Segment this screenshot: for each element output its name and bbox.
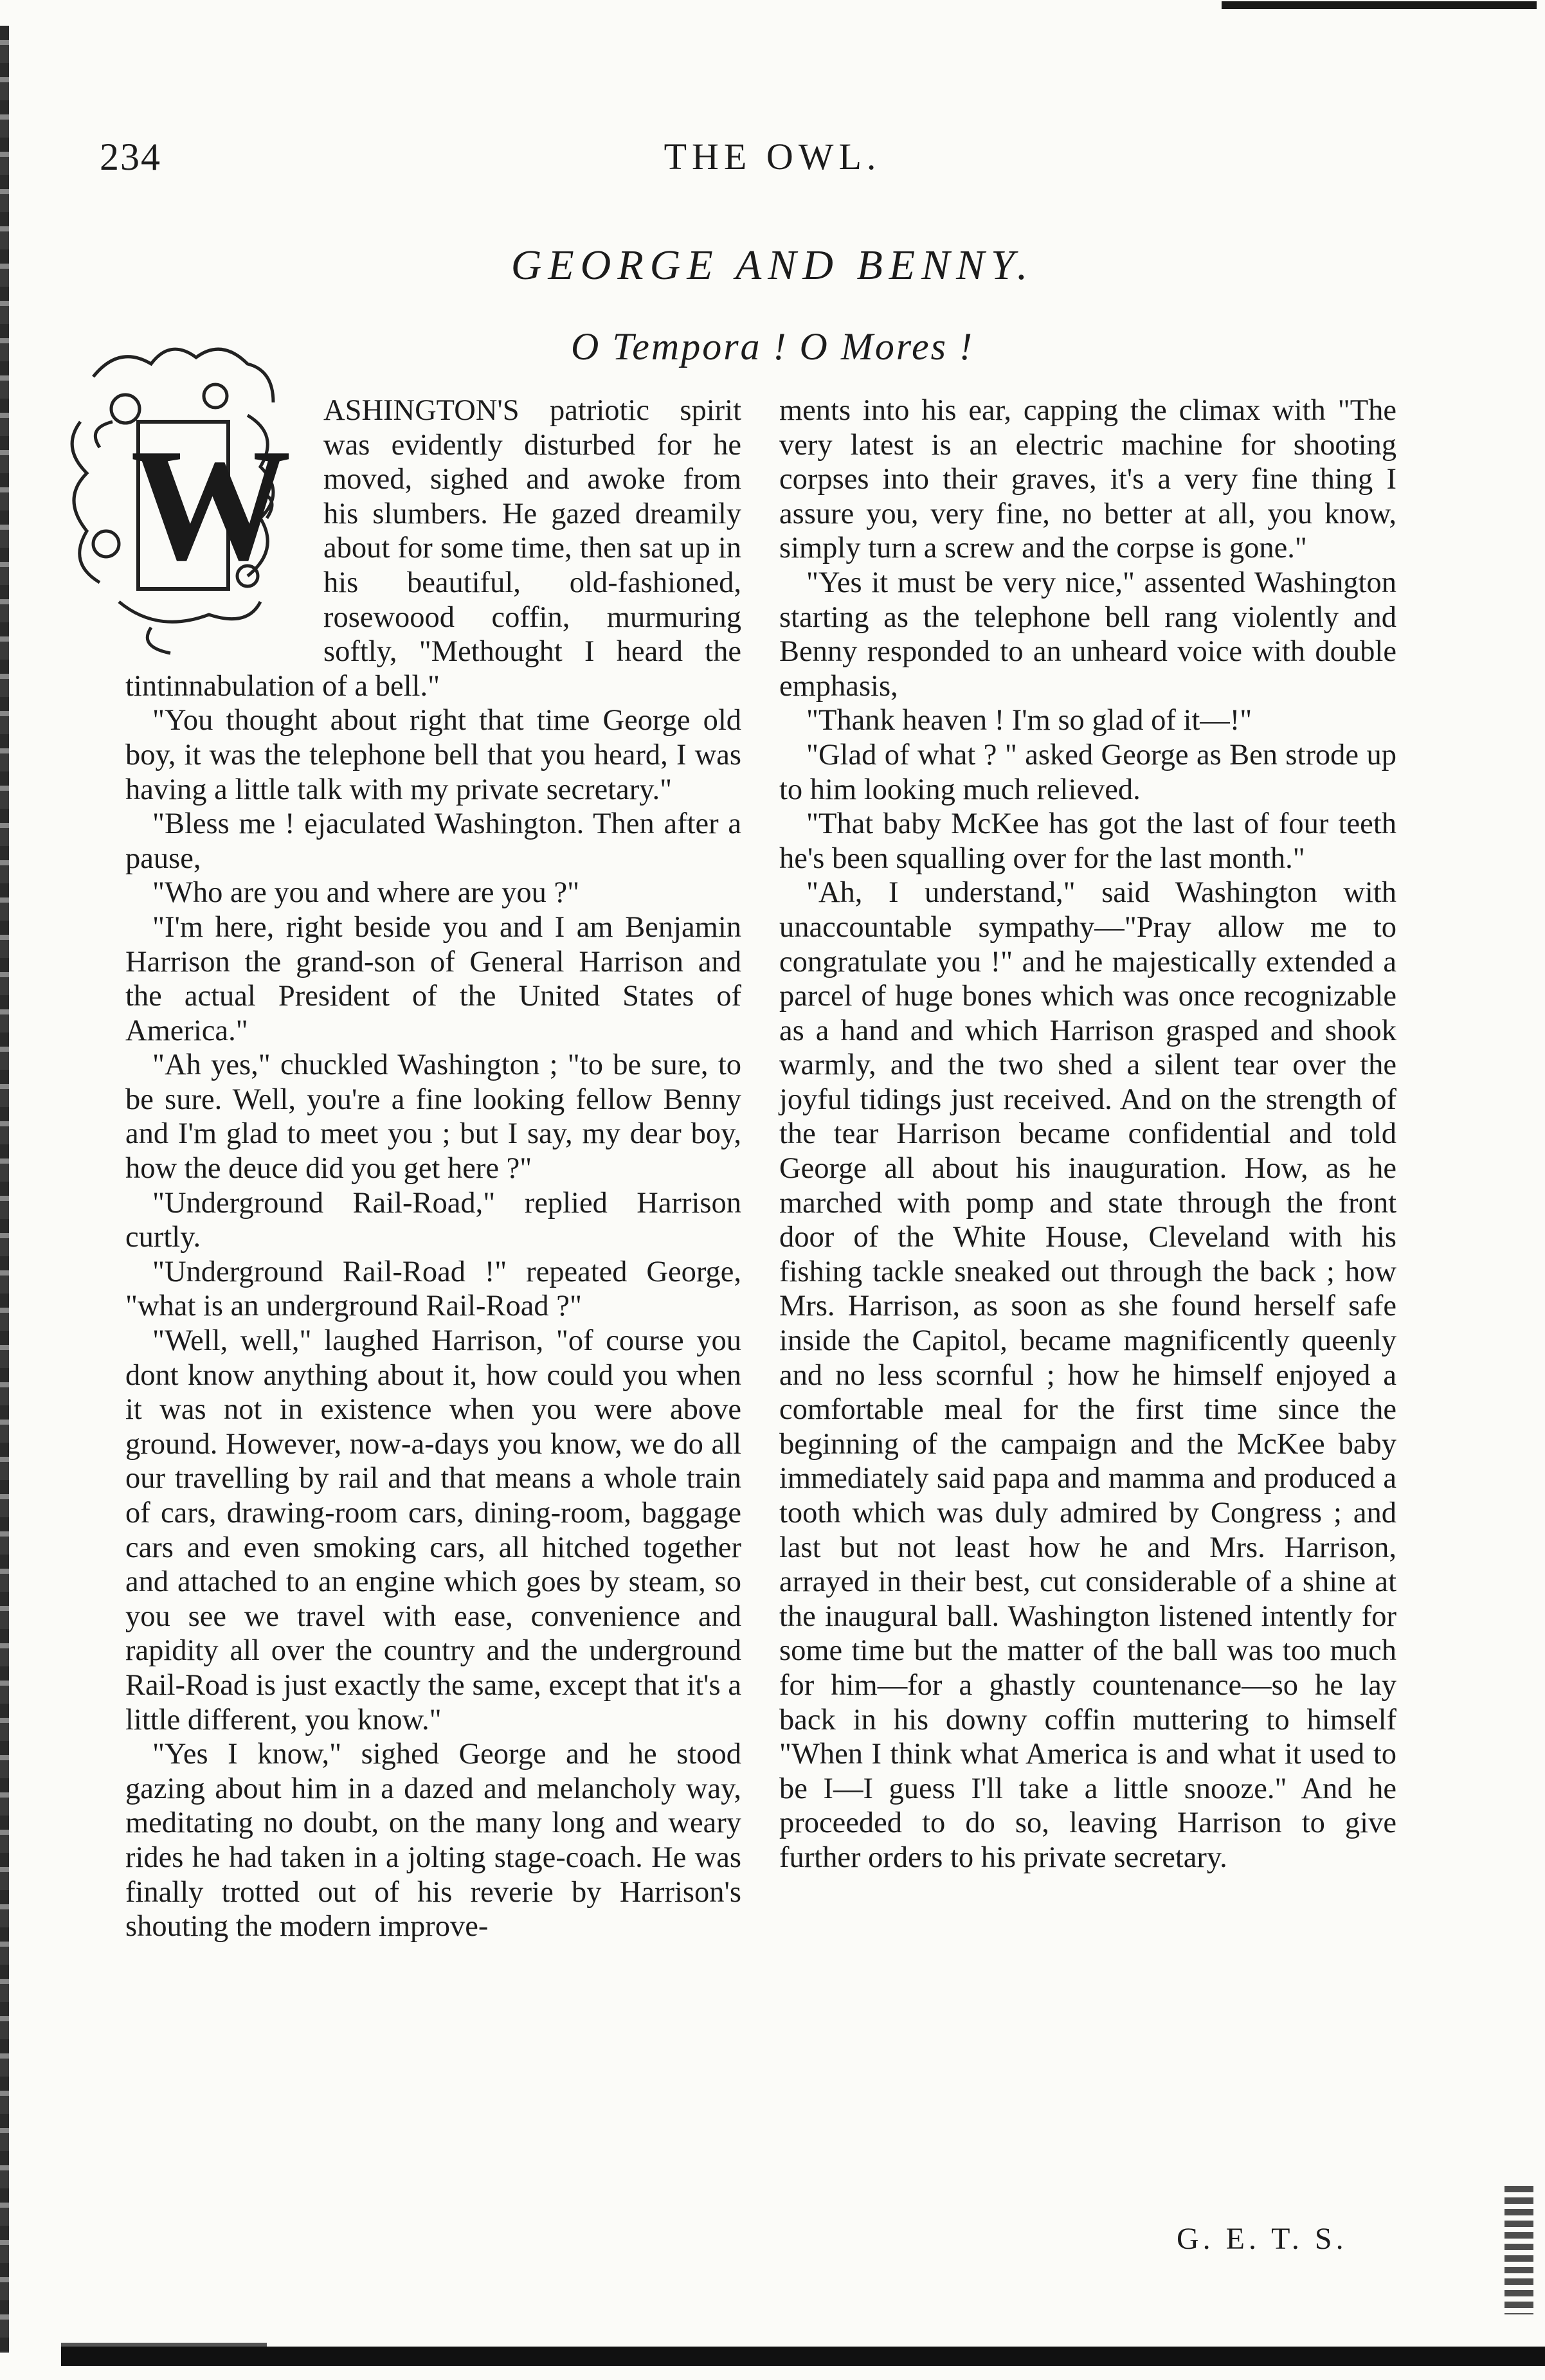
paragraph: "Underground Rail-Road !" repeated George, "what is an underground Rail-Road ?" [125,1255,741,1323]
epigraph: O Tempora ! O Mores ! [571,325,974,368]
paragraph: "I'm here, right beside you and I am Benjamin Harrison the grand-son of General Harrison and the actual President of the United States of America." [125,910,741,1047]
paragraph: "Yes I know," sighed George and he stood gazing about him in a dazed and melancholy way, meditating no doubt, on the many long and weary rides he had taken in a jolting stage-coach. He was finally trotted out of his reverie by Harrison's shouting the modern improve- [125,1738,741,1943]
edge-smudge [1504,2186,1533,2314]
paragraph: "Ah, I understand," said Washington with unaccountable sympathy—"Pray allow me to congratulate you !" and he majestically extended a parcel of huge bones which was once recognizable as a hand and which Harrison grasped and shook warmly, and the two shed a silent tear over the joyful tidings just received. And on the strength of the tear Harrison became confidential and told George all about his inauguration. How, as he marched with pomp and state through the front door of the White House, Cleveland with his fishing tackle sneaked out through the back ; how Mrs. Harrison, as soon as she found herself safe inside the Capitol, became magnificently queenly and no less scornful ; how he himself enjoyed a comfortable meal for the first time since the beginning of the campaign and the McKee baby immediately said papa and mamma and produced a tooth which was duly admired by Congress ; and last but not least how he and Mrs. Harrison, arrayed in their best, cut considerable of a shine at the inaugural ball. Washington listened intently for some time but the matter of the ball was too much for him—for a ghastly countenance—so he lay back in his downy coffin muttering to himself "When I think what America is and what it used to be I—I guess I'll take a little snooze." And he proceeded to do so, leaving Harrison to give further orders to his private secretary. [779,876,1396,1874]
paragraph: "Ah yes," chuckled Washington ; "to be sure, to be sure. Well, you're a fine looking fellow Benny and I'm glad to meet you ; but I say, my dear boy, how the deuce did you get here ?" [125,1049,741,1185]
paragraph: "Who are you and where are you ?" [152,876,580,910]
paragraph: "Thank heaven ! I'm so glad of it—!" [806,704,1252,737]
drop-cap-letter: W [131,416,291,594]
paragraph: "You thought about right that time George old boy, it was the telephone bell that you heard, I was having a little talk with my private secretary." [125,704,741,806]
paragraph: "Bless me ! ejaculated Washington. Then after a pause, [125,807,741,875]
right-column [779,393,1396,1875]
paragraph: "Yes it must be very nice," assented Washington starting as the telephone bell rang violently and Benny responded to an unheard voice with double emphasis, [779,566,1396,703]
article-title: GEORGE AND BENNY. [510,242,1035,289]
paragraph: "Well, well," laughed Harrison, "of course you dont know anything about it, how could you when it was not in existence when you were above ground. However, now-a-days you know, we do all our travelling by rail and that means a whole train of cars, drawing-room cars, dining-room, baggage cars and even smoking cars, all hitched together and attached to an engine which goes by steam, so you see we travel with ease, convenience and rapidity all over the country and the underground Rail-Road is just exactly the same, except that it's a little different, you know." [125,1324,741,1736]
page-number: 234 [100,136,161,178]
binding-edge [0,26,9,2353]
drop-cap [55,332,312,652]
running-head: THE OWL. [664,136,881,177]
bottom-rule [61,2347,1545,2366]
paragraph: "That baby McKee has got the last of four teeth he's been squalling over for the last month." [779,807,1396,875]
left-column [125,393,741,1944]
top-rule [1222,1,1537,9]
author-signature: G. E. T. S. [1177,2222,1348,2256]
paragraph: ASHINGTON'S patriotic spirit was evidently disturbed for he moved, sighed and awoke from his slumbers. He gazed dreamily about for some time, then sat up in his beautiful, old-fashioned, rosewoood coffin, murmuring softly, "Methought I heard the tintinnabulation of a bell." [125,394,741,703]
paragraph: "Underground Rail-Road," replied Harrison curtly. [125,1186,741,1254]
paragraph: ments into his ear, capping the climax with "The very latest is an electric machine for shooting corpses into their graves, it's a very fine thing I assure you, very fine, no better at all, you know, simply turn a screw and the corpse is gone." [779,394,1396,565]
paragraph: "Glad of what ? " asked George as Ben strode up to him looking much relieved. [779,738,1396,806]
